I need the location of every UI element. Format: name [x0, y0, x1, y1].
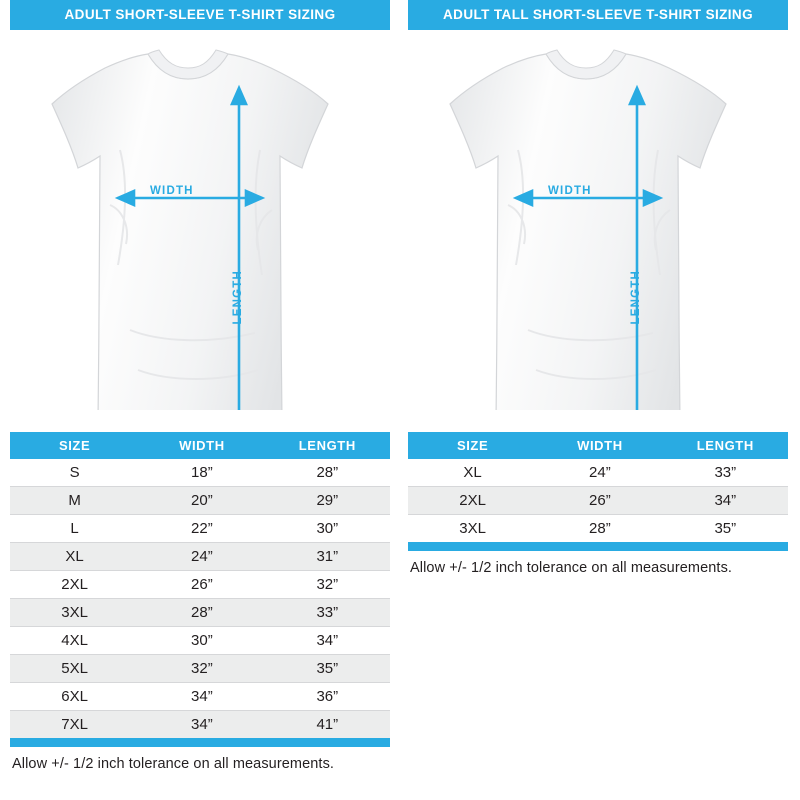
cell-width: 34” [139, 683, 264, 711]
cell-size: M [10, 487, 139, 515]
table-block-tall [408, 432, 788, 576]
cell-size: 3XL [459, 520, 486, 537]
tshirt-illustration-tall [408, 30, 788, 410]
table-header-row [10, 432, 390, 459]
panel-title-adult: ADULT SHORT-SLEEVE T-SHIRT SIZING [10, 0, 390, 30]
cell-size: 3XL [10, 599, 139, 627]
width-label-tall: WIDTH [548, 184, 592, 197]
cell-length: 33” [265, 599, 390, 627]
table-row [408, 459, 788, 487]
cell-width: 30” [139, 627, 264, 655]
cell-size: 4XL [10, 627, 139, 655]
cell-width: 34” [139, 711, 264, 739]
header-length: LENGTH [663, 432, 788, 459]
cell-width: 26” [139, 571, 264, 599]
table-row [408, 487, 788, 515]
cell-width: 26” [537, 487, 662, 515]
header-width: WIDTH [139, 432, 264, 459]
table-footer-bar-tall [408, 542, 788, 551]
cell-length: 33” [663, 459, 788, 487]
table-row [10, 459, 390, 487]
cell-width: 28” [139, 599, 264, 627]
cell-size: S [10, 459, 139, 487]
header-width: WIDTH [537, 432, 662, 459]
header-length: LENGTH [265, 432, 390, 459]
cell-length: 34” [265, 627, 390, 655]
size-table-tall [408, 432, 788, 542]
panel-adult-tall-short-sleeve [408, 0, 788, 410]
cell-width: 24” [537, 459, 662, 487]
tolerance-note-adult: Allow +/- 1/2 inch tolerance on all measurements. [12, 756, 335, 772]
cell-length: 31” [265, 543, 390, 571]
panel-adult-short-sleeve [10, 0, 390, 410]
cell-width: 20” [139, 487, 264, 515]
table-block-adult [10, 432, 390, 772]
table-row [10, 571, 390, 599]
shirt-diagram-adult [10, 30, 390, 410]
width-label-adult: WIDTH [150, 184, 194, 197]
cell-size: XL [408, 459, 537, 487]
cell-width: 18” [139, 459, 264, 487]
length-label-adult: LENGTH [232, 269, 244, 324]
cell-size: 5XL [10, 655, 139, 683]
cell-size: 2XL [10, 571, 139, 599]
table-row [10, 683, 390, 711]
cell-length: 32” [265, 571, 390, 599]
cell-length: 41” [265, 711, 390, 739]
cell-length: 35” [714, 520, 737, 537]
table-header-row [408, 432, 788, 459]
tshirt-illustration [10, 30, 390, 410]
table-row [10, 599, 390, 627]
cell-width: 28” [589, 520, 611, 537]
size-table-adult [10, 432, 390, 738]
table-row [408, 515, 788, 543]
cell-width: 24” [139, 543, 264, 571]
panel-title-tall: ADULT TALL SHORT-SLEEVE T-SHIRT SIZING [408, 0, 788, 30]
table-footer-bar-adult [10, 738, 390, 747]
table-row [10, 487, 390, 515]
table-row [10, 515, 390, 543]
cell-size: L [10, 515, 139, 543]
header-size: SIZE [10, 432, 139, 459]
shirt-diagram-tall [408, 30, 788, 410]
cell-width: 32” [139, 655, 264, 683]
table-row [10, 655, 390, 683]
cell-size: 6XL [10, 683, 139, 711]
cell-length: 35” [265, 655, 390, 683]
cell-length: 36” [265, 683, 390, 711]
cell-length: 28” [265, 459, 390, 487]
table-row [10, 627, 390, 655]
header-size: SIZE [408, 432, 537, 459]
cell-length: 34” [663, 487, 788, 515]
table-row [10, 711, 390, 739]
table-row [10, 543, 390, 571]
cell-size: XL [10, 543, 139, 571]
cell-size: 7XL [10, 711, 139, 739]
cell-size: 2XL [408, 487, 537, 515]
cell-length: 30” [265, 515, 390, 543]
cell-width: 22” [139, 515, 264, 543]
length-label-tall: LENGTH [630, 269, 642, 324]
cell-length: 29” [265, 487, 390, 515]
tolerance-note-tall: Allow +/- 1/2 inch tolerance on all measurements. [410, 560, 733, 576]
